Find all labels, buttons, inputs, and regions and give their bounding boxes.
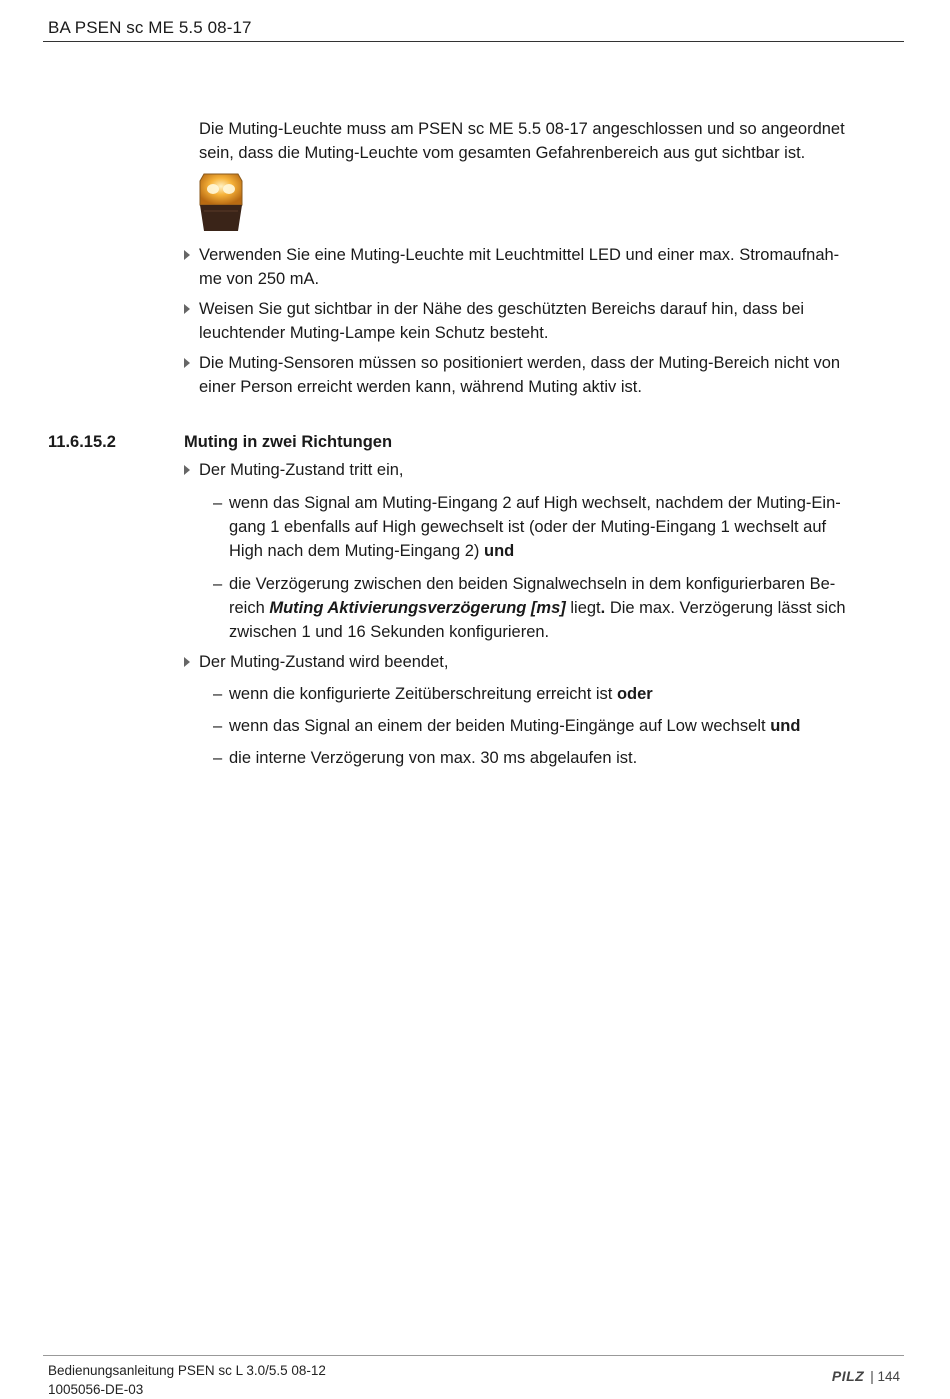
footer-manual-title: Bedienungsanleitung PSEN sc L 3.0/5.5 08-12 <box>48 1363 326 1378</box>
intro-line-1: Die Muting-Leuchte muss am PSEN sc ME 5.5 08-17 angeschlossen und so angeordnet <box>199 120 845 138</box>
dash-line: die interne Verzögerung von max. 30 ms abgelaufen ist. <box>229 749 638 767</box>
dash-mark: – <box>213 749 223 767</box>
bullet-line: Der Muting-Zustand tritt ein, <box>199 461 404 479</box>
dash-item-internal-delay <box>213 746 903 770</box>
dash-punct: . <box>600 599 606 617</box>
dash-mark: – <box>213 575 223 593</box>
bullet-arrow-icon <box>184 304 190 314</box>
document-header-title: BA PSEN sc ME 5.5 08-17 <box>48 18 252 37</box>
parameter-name: Muting Aktivierungsverzögerung [ms] <box>269 599 566 617</box>
footer-left <box>48 1361 326 1399</box>
dash-line: wenn das Signal am Muting-Eingang 2 auf High wechselt, nachdem der Muting-Ein- <box>229 494 841 512</box>
dash-line: liegt <box>565 599 601 617</box>
intro-line-2: sein, dass die Muting-Leuchte vom gesamten Gefahrenbereich aus gut sichtbar ist. <box>199 144 806 162</box>
bullet-arrow-icon <box>184 358 190 368</box>
bullet-line: Die Muting-Sensoren müssen so positioniert werden, dass der Muting-Bereich nicht von <box>199 354 841 372</box>
dash-keyword: oder <box>616 685 653 703</box>
dash-mark: – <box>213 685 223 703</box>
dash-item-delay <box>213 572 903 644</box>
muting-lamp-icon <box>198 171 244 233</box>
footer-doc-number: 1005056-DE-03 <box>48 1382 144 1397</box>
dash-line: Die max. Verzögerung lässt sich <box>605 599 846 617</box>
footer-rule <box>43 1355 904 1356</box>
bullet-line: einer Person erreicht werden kann, während Muting aktiv ist. <box>199 378 642 396</box>
dash-mark: – <box>213 494 223 512</box>
pilz-logo: PILZ <box>831 1368 865 1384</box>
dash-keyword: und <box>770 717 801 735</box>
bullet-arrow-icon <box>184 250 190 260</box>
page-number: | 144 <box>870 1368 900 1384</box>
dash-line: reich <box>229 599 270 617</box>
dash-line: die Verzögerung zwischen den beiden Signalwechseln in dem konfigurierbaren Be- <box>229 575 836 593</box>
bullet-muting-end <box>184 650 904 674</box>
bullet-line: Weisen Sie gut sichtbar in der Nähe des geschützten Bereichs darauf hin, dass bei <box>199 300 805 318</box>
header-rule <box>43 41 904 42</box>
section-number: 11.6.15.2 <box>48 433 116 451</box>
intro-paragraph <box>199 117 904 165</box>
dash-keyword: und <box>483 542 515 560</box>
dash-mark: – <box>213 717 223 735</box>
dash-line: zwischen 1 und 16 Sekunden konfigurieren. <box>229 623 550 641</box>
bullet-muting-start <box>184 458 904 482</box>
dash-line: gang 1 ebenfalls auf High gewechselt ist (oder der Muting-Eingang 1 wechselt auf <box>229 518 827 536</box>
bullet-line: leuchtender Muting-Lampe kein Schutz besteht. <box>199 324 549 342</box>
bullet-line: Verwenden Sie eine Muting-Leuchte mit Leuchtmittel LED und einer max. Stromaufnah- <box>199 246 840 264</box>
bullet-arrow-icon <box>184 657 190 667</box>
dash-line: wenn das Signal an einem der beiden Muting-Eingänge auf Low wechselt <box>229 717 771 735</box>
bullet-line: Der Muting-Zustand wird beendet, <box>199 653 449 671</box>
dash-line: wenn die konfigurierte Zeitüberschreitung erreicht ist <box>229 685 617 703</box>
dash-item-signal-high <box>213 491 903 563</box>
dash-item-timeout <box>213 682 903 706</box>
footer-right <box>832 1368 900 1384</box>
bullet-led-lamp <box>184 243 904 291</box>
bullet-sensor-position <box>184 351 904 399</box>
bullet-warning-sign <box>184 297 904 345</box>
dash-line: High nach dem Muting-Eingang 2) <box>229 542 484 560</box>
bullet-arrow-icon <box>184 465 190 475</box>
section-title: Muting in zwei Richtungen <box>184 433 393 451</box>
dash-item-signal-low <box>213 714 903 738</box>
bullet-line: me von 250 mA. <box>199 270 320 288</box>
